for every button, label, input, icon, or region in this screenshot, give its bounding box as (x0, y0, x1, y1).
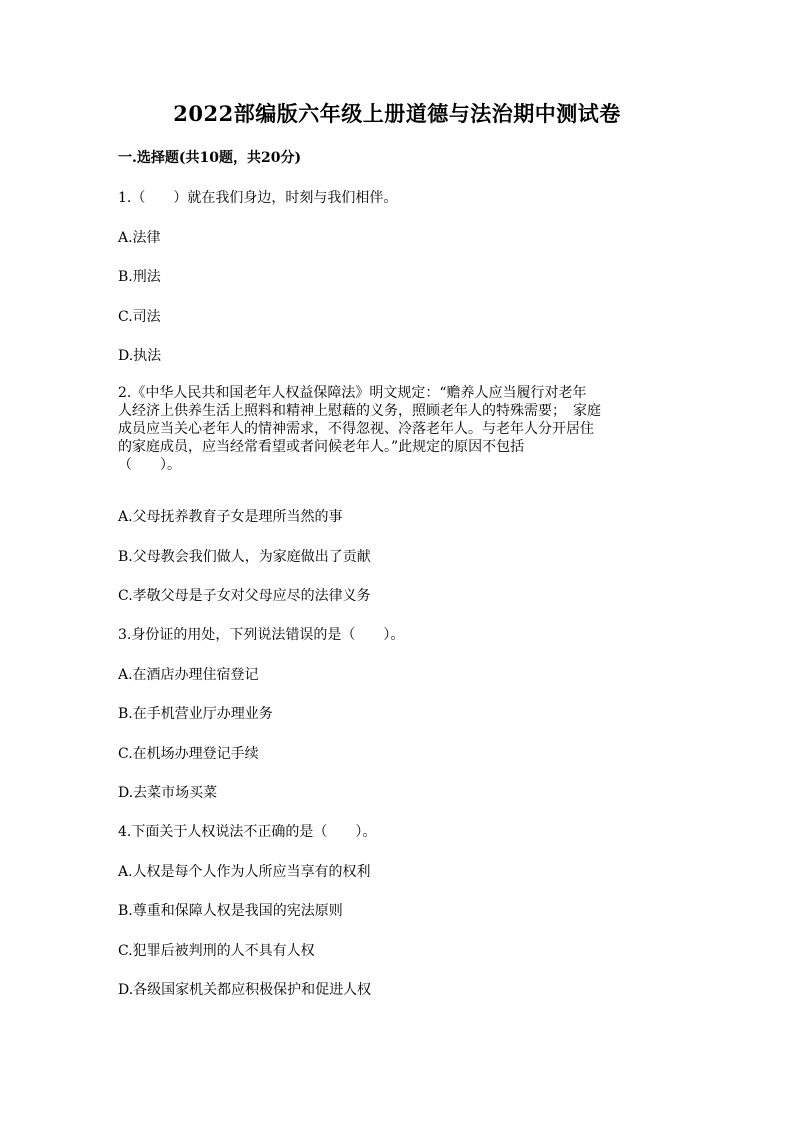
question-2-stem-line: 2.《中华人民共和国老年人权益保障法》明文规定：“赡养人应当履行对老年 (118, 385, 587, 401)
question-1-option-b: B.刑法 (118, 269, 161, 285)
question-1-option-c: C.司法 (118, 309, 161, 325)
question-2-stem-line: （ ）。 (118, 457, 181, 473)
question-3-stem: 3.身份证的用处，下列说法错误的是（ ）。 (118, 627, 405, 643)
question-3-option-d: D.去菜市场买菜 (118, 785, 218, 801)
page-title: 2022部编版六年级上册道德与法治期中测试卷 (173, 101, 621, 126)
question-4-option-a: A.人权是每个人作为人所应当享有的权利 (118, 864, 371, 880)
question-1-option-a: A.法律 (118, 230, 161, 246)
question-3-option-b: B.在手机营业厅办理业务 (118, 706, 273, 722)
question-1-option-d: D.执法 (118, 348, 162, 364)
question-2-option-b: B.父母教会我们做人，为家庭做出了贡献 (118, 549, 371, 565)
question-4-option-b: B.尊重和保障人权是我国的宪法原则 (118, 903, 343, 919)
question-2-stem-line: 人经济上供养生活上照料和精神上慰藉的义务，照顾老年人的特殊需要； 家庭 (118, 403, 601, 419)
question-4-option-c: C.犯罪后被判刑的人不具有人权 (118, 943, 315, 959)
question-2-stem (118, 384, 678, 474)
question-2-option-c: C.孝敬父母是子女对父母应尽的法律义务 (118, 588, 371, 604)
question-4-stem: 4.下面关于人权说法不正确的是（ ）。 (118, 824, 377, 840)
question-2-stem-line: 成员应当关心老年人的情神需求，不得忽视、冷落老年人。与老年人分开居住 (118, 421, 594, 437)
question-3-option-a: A.在酒店办理住宿登记 (118, 667, 259, 683)
question-2-stem-line: 的家庭成员，应当经常看望或者问候老年人。”此规定的原因不包括 (118, 439, 525, 455)
section-heading: 一.选择题(共10题，共20分) (118, 150, 302, 166)
question-2-option-a: A.父母抚养教育子女是理所当然的事 (118, 509, 343, 525)
question-3-option-c: C.在机场办理登记手续 (118, 746, 259, 762)
question-4-option-d: D.各级国家机关都应积极保护和促进人权 (118, 982, 372, 998)
question-1-stem: 1.（ ）就在我们身边，时刻与我们相伴。 (118, 190, 398, 206)
